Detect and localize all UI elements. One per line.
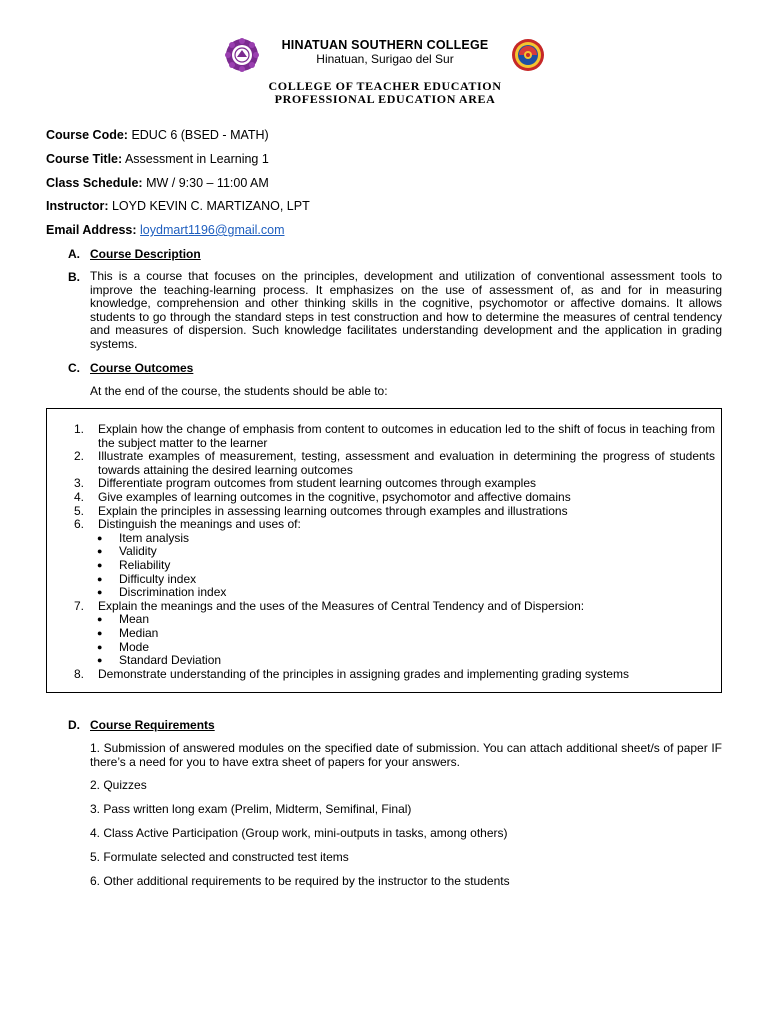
email-line: [46, 223, 285, 237]
outcome-subitem-text: Mean: [119, 612, 150, 627]
outcomes-box: [46, 408, 722, 693]
outcome-item: [47, 600, 723, 614]
outcome-subitem: [47, 641, 723, 655]
outcome-item: [47, 668, 723, 682]
outcomes-list: [47, 423, 723, 681]
outcome-subitem-text: Difficulty index: [119, 571, 197, 586]
outcome-subitem-text: Standard Deviation: [119, 653, 222, 668]
instructor-label: Instructor:: [46, 199, 109, 213]
section-c-letter: C.: [68, 361, 80, 375]
bullet-icon: ●: [97, 614, 103, 625]
requirement-item: 6. Other additional requirements to be required by the instructor to the students: [90, 874, 510, 888]
section-a-title: Course Description: [90, 247, 201, 261]
outcome-subitem-text: Mode: [119, 639, 150, 654]
course-code-label: Course Code:: [46, 128, 128, 142]
outcome-item: [47, 423, 723, 450]
outcome-subitem: [47, 586, 723, 600]
outcome-subitem: [47, 627, 723, 641]
outcome-text: Illustrate examples of measurement, testing, assessment and evaluation in determining the progress of students towards attaining the desired learning outcomes: [98, 449, 715, 477]
class-schedule-label: Class Schedule:: [46, 176, 143, 190]
outcome-subitem: [47, 532, 723, 546]
course-title-value: Assessment in Learning 1: [124, 152, 269, 166]
outcome-subitem: [47, 654, 723, 668]
area-name: PROFESSIONAL EDUCATION AREA: [274, 92, 496, 106]
outcome-text: Explain how the change of emphasis from content to outcomes in education led to the shift of focus in teaching from the subject matter to the learner: [98, 422, 715, 450]
bullet-icon: ●: [97, 627, 103, 638]
outcome-item: [47, 477, 723, 491]
requirement-item: 2. Quizzes: [90, 778, 147, 792]
outcome-subitem-text: Discrimination index: [119, 585, 227, 600]
outcome-number: 2.: [74, 449, 85, 464]
requirement-item: 1. Submission of answered modules on the specified date of submission. You can attach additional sheet/s of paper IF there’s a need for you to have extra sheet of papers for your answers.: [90, 741, 722, 769]
school-name: HINATUAN SOUTHERN COLLEGE: [281, 38, 489, 52]
outcome-number: 5.: [74, 503, 85, 518]
class-schedule-value: MW / 9:30 – 11:00 AM: [146, 176, 269, 190]
outcome-subitem: [47, 613, 723, 627]
bullet-icon: ●: [97, 587, 103, 598]
outcome-number: 8.: [74, 666, 85, 681]
outcome-text: Distinguish the meanings and uses of:: [98, 517, 301, 532]
section-d-letter: D.: [68, 718, 80, 732]
course-title-label: Course Title:: [46, 152, 123, 166]
requirement-item: 3. Pass written long exam (Prelim, Midterm, Semifinal, Final): [90, 802, 412, 816]
bullet-icon: ●: [97, 655, 103, 666]
section-b-letter: B.: [68, 270, 80, 284]
section-a-letter: A.: [68, 247, 80, 261]
outcome-number: 1.: [74, 422, 85, 436]
outcome-number: 4.: [74, 489, 85, 504]
outcome-subitem-text: Validity: [119, 544, 157, 559]
section-d-title: Course Requirements: [90, 718, 215, 732]
college-name: COLLEGE OF TEACHER EDUCATION: [268, 79, 502, 93]
outcome-number: 6.: [74, 517, 85, 532]
bullet-icon: ●: [97, 559, 103, 570]
email-label: Email Address:: [46, 223, 137, 237]
outcome-text: Differentiate program outcomes from student learning outcomes through examples: [98, 476, 537, 491]
outcome-text: Explain the principles in assessing learning outcomes through examples and illustrations: [98, 503, 568, 518]
course-description-text: This is a course that focuses on the principles, development and utilization of conventional assessment tools to improve the teaching-learning process. It emphasizes on the use of assessment of, as and for in measuring knowledge, comprehension and other thinking skills in the cognitive, psychomotor or affective domains. It allows students to go through the standard steps in test construction and how to determine the measures of central tendency and measures of dispersion. Such knowledge facilitates understanding development and the application in grading systems.: [90, 269, 722, 351]
course-title-line: [46, 152, 269, 166]
outcome-subitem: [47, 545, 723, 559]
outcome-subitem-text: Item analysis: [119, 530, 190, 545]
class-schedule-line: [46, 176, 269, 190]
outcome-subitem-text: Reliability: [119, 557, 171, 572]
outcome-item: [47, 450, 723, 477]
instructor-value: LOYD KEVIN C. MARTIZANO, LPT: [111, 199, 310, 213]
section-c-title: Course Outcomes: [90, 361, 194, 375]
instructor-line: [46, 199, 310, 213]
outcome-subitem: [47, 559, 723, 573]
outcome-item: [47, 491, 723, 505]
outcome-text: Explain the meanings and the uses of the Measures of Central Tendency and of Dispersion:: [98, 598, 585, 613]
outcome-subitem-text: Median: [119, 625, 159, 640]
bullet-icon: ●: [97, 641, 103, 652]
outcome-number: 3.: [74, 476, 85, 491]
outcome-text: Give examples of learning outcomes in the cognitive, psychomotor and affective domains: [98, 489, 571, 504]
outcome-item: [47, 505, 723, 519]
outcome-subitem: [47, 573, 723, 587]
outcome-text: Demonstrate understanding of the principles in assigning grades and implementing grading systems: [98, 666, 629, 681]
bullet-icon: ●: [97, 532, 103, 543]
outcome-number: 7.: [74, 598, 85, 613]
school-location: Hinatuan, Surigao del Sur: [316, 52, 454, 66]
email-link[interactable]: loydmart1196@gmail.com: [140, 223, 285, 237]
course-code-line: [46, 128, 269, 142]
course-code-value: EDUC 6 (BSED - MATH): [131, 128, 269, 142]
outcomes-intro: At the end of the course, the students should be able to:: [90, 384, 388, 398]
bullet-icon: ●: [97, 546, 103, 557]
requirement-item: 4. Class Active Participation (Group work, mini-outputs in tasks, among others): [90, 826, 508, 840]
outcome-item: [47, 518, 723, 532]
requirement-item: 5. Formulate selected and constructed test items: [90, 850, 349, 864]
bullet-icon: ●: [97, 573, 103, 584]
